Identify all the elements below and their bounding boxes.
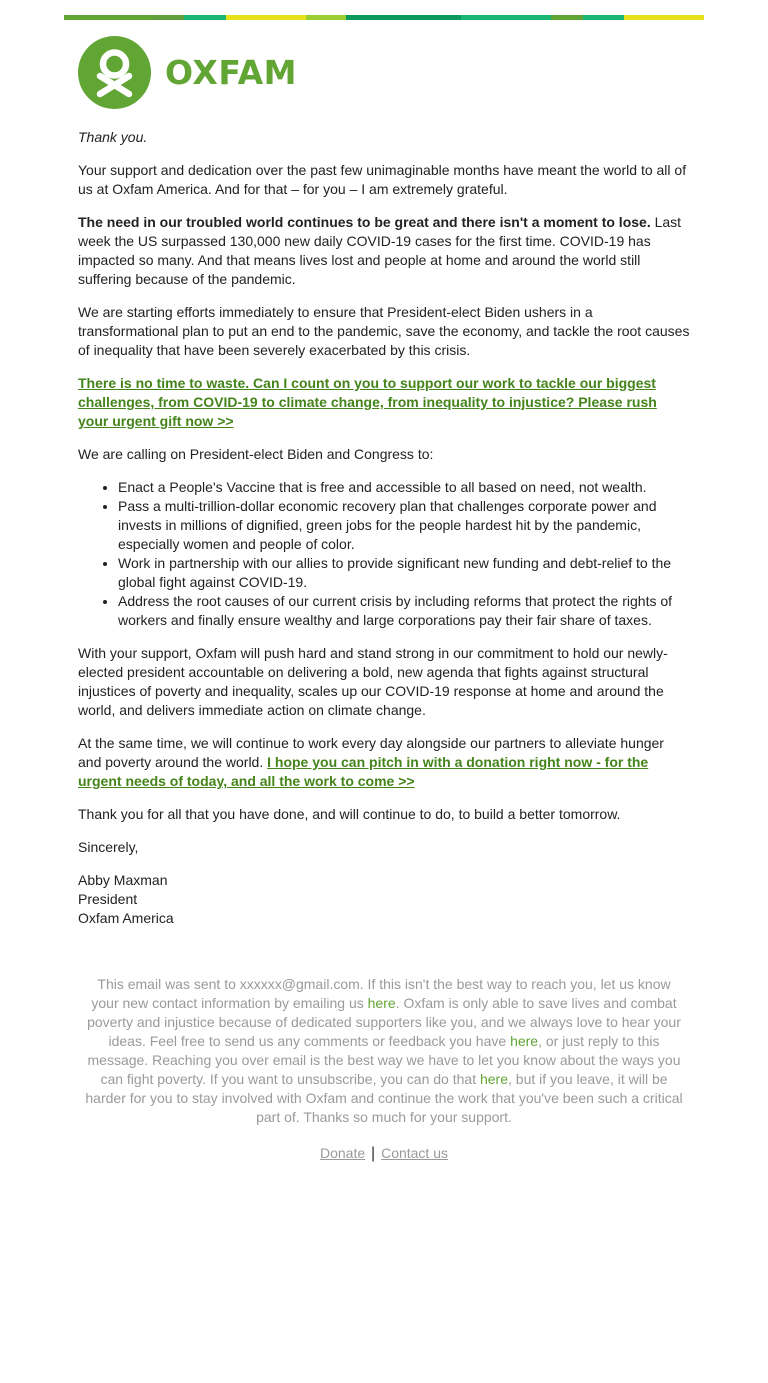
- paragraph-need: [78, 213, 690, 289]
- donate-link[interactable]: Donate: [319, 1145, 366, 1161]
- stripe-segment: [184, 15, 226, 20]
- list-item: • Address the root causes of our current crisis by including reforms that protect the rights of workers and finally ensure wealthy and large corporations pay their fair share of taxes.: [118, 592, 690, 630]
- footer-notice: This email was sent to xxxxxx@gmail.com. If this isn't the best way to reach you, let us know your new contact information by emailing us here. Oxfam is only able to save lives and combat poverty and injustice because of dedicated supporters like you, and we always love to hear your ideas. Feel free to send us any comments or feedback you have here, or just reply to this message. Reaching you over email is the best way we have to let you know about the ways you can fight poverty. If you want to unsubscribe, you can do that here, but if you leave, it will be harder for you to stay involved with Oxfam and continue the work that you've been such a critical part of. Thanks so much for your support.: [85, 976, 683, 1125]
- demands-list: [78, 478, 690, 630]
- paragraph-support: With your support, Oxfam will push hard and stand strong in our commitment to hold our newly-elected president accountable on delivering a bold, new agenda that fights against structural injustices of poverty and inequality, scales up our COVID-19 response at home and around the world, and delivers immediate action on climate change.: [78, 645, 668, 718]
- stripe-segment: [306, 15, 346, 20]
- email-body: [64, 109, 704, 928]
- need-emphasis: The need in our troubled world continues to be great and there isn't a moment to lose.: [78, 214, 651, 230]
- unsubscribe-link[interactable]: here: [479, 1071, 509, 1087]
- oxfam-logo-icon: [78, 36, 151, 109]
- list-item: • Work in partnership with our allies to provide significant new funding and debt-relief to the global fight against COVID-19.: [118, 554, 690, 592]
- signer-title: President: [78, 891, 138, 907]
- oxfam-logo[interactable]: [64, 20, 704, 109]
- contact-us-link[interactable]: Contact us: [381, 1145, 449, 1161]
- stripe-segment: [551, 15, 583, 20]
- stripe-segment: [624, 15, 704, 20]
- link-separator: |: [371, 1145, 376, 1162]
- feedback-link[interactable]: here: [510, 1033, 539, 1049]
- need-detail: Last week the US surpassed 130,000 new daily COVID-19 cases for the first time. COVID-19 has impacted so many. And that means lives lost and people at home and around the world still suffering because of the pandemic.: [78, 214, 682, 287]
- stripe-segment: [226, 15, 306, 20]
- stripe-segment: [461, 15, 551, 20]
- stripe-segment: [583, 15, 624, 20]
- signer-org: Oxfam America: [78, 910, 174, 926]
- paragraph-thanks: Thank you for all that you have done, and will continue to do, to build a better tomorrow.: [78, 806, 621, 822]
- donate-cta-link-2[interactable]: I hope you can pitch in with a donation right now - for the urgent needs of today, and all the work to come >>: [78, 754, 649, 789]
- signer-name: Abby Maxman: [78, 872, 168, 888]
- paragraph-gratitude: Your support and dedication over the past few unimaginable months have meant the world to all of us at Oxfam America. And for that – for you – I am extremely grateful.: [78, 162, 687, 197]
- paragraph-calling: We are calling on President-elect Biden and Congress to:: [78, 446, 434, 462]
- stripe-segment: [64, 15, 152, 20]
- stripe-segment: [346, 15, 461, 20]
- paragraph-efforts: We are starting efforts immediately to ensure that President-elect Biden ushers in a transformational plan to put an end to the pandemic, save the economy, and tackle the root causes of inequality that have been severely exacerbated by this crisis.: [78, 304, 690, 358]
- list-item: • Pass a multi-trillion-dollar economic recovery plan that challenges corporate power and invests in millions of dignified, green jobs for the people hardest hit by the pandemic, especially women and people of color.: [118, 497, 690, 554]
- contact-update-link[interactable]: here: [367, 995, 396, 1011]
- signature: [78, 871, 690, 928]
- paragraph-partners: At the same time, we will continue to work every day alongside our partners to alleviate hunger and poverty around the world. I hope you can pitch in with a donation right now - for the urgent needs of today, and all the work to come >>: [78, 735, 664, 789]
- email-container: [64, 0, 704, 1163]
- greeting: Thank you.: [78, 129, 148, 145]
- list-item: • Enact a People's Vaccine that is free and accessible to all based on need, not wealth.: [118, 478, 690, 497]
- closing: Sincerely,: [78, 839, 139, 855]
- footer-links: [64, 1145, 704, 1163]
- brand-color-stripe: [64, 15, 704, 20]
- donate-cta-link-1[interactable]: There is no time to waste. Can I count on you to support our work to tackle our biggest challenges, from COVID-19 to climate change, from inequality to injustice? Please rush your urgent gift now >>: [78, 375, 657, 429]
- oxfam-wordmark: OXFAM: [165, 53, 297, 92]
- stripe-segment: [152, 15, 184, 20]
- cta-paragraph-1: [78, 374, 690, 431]
